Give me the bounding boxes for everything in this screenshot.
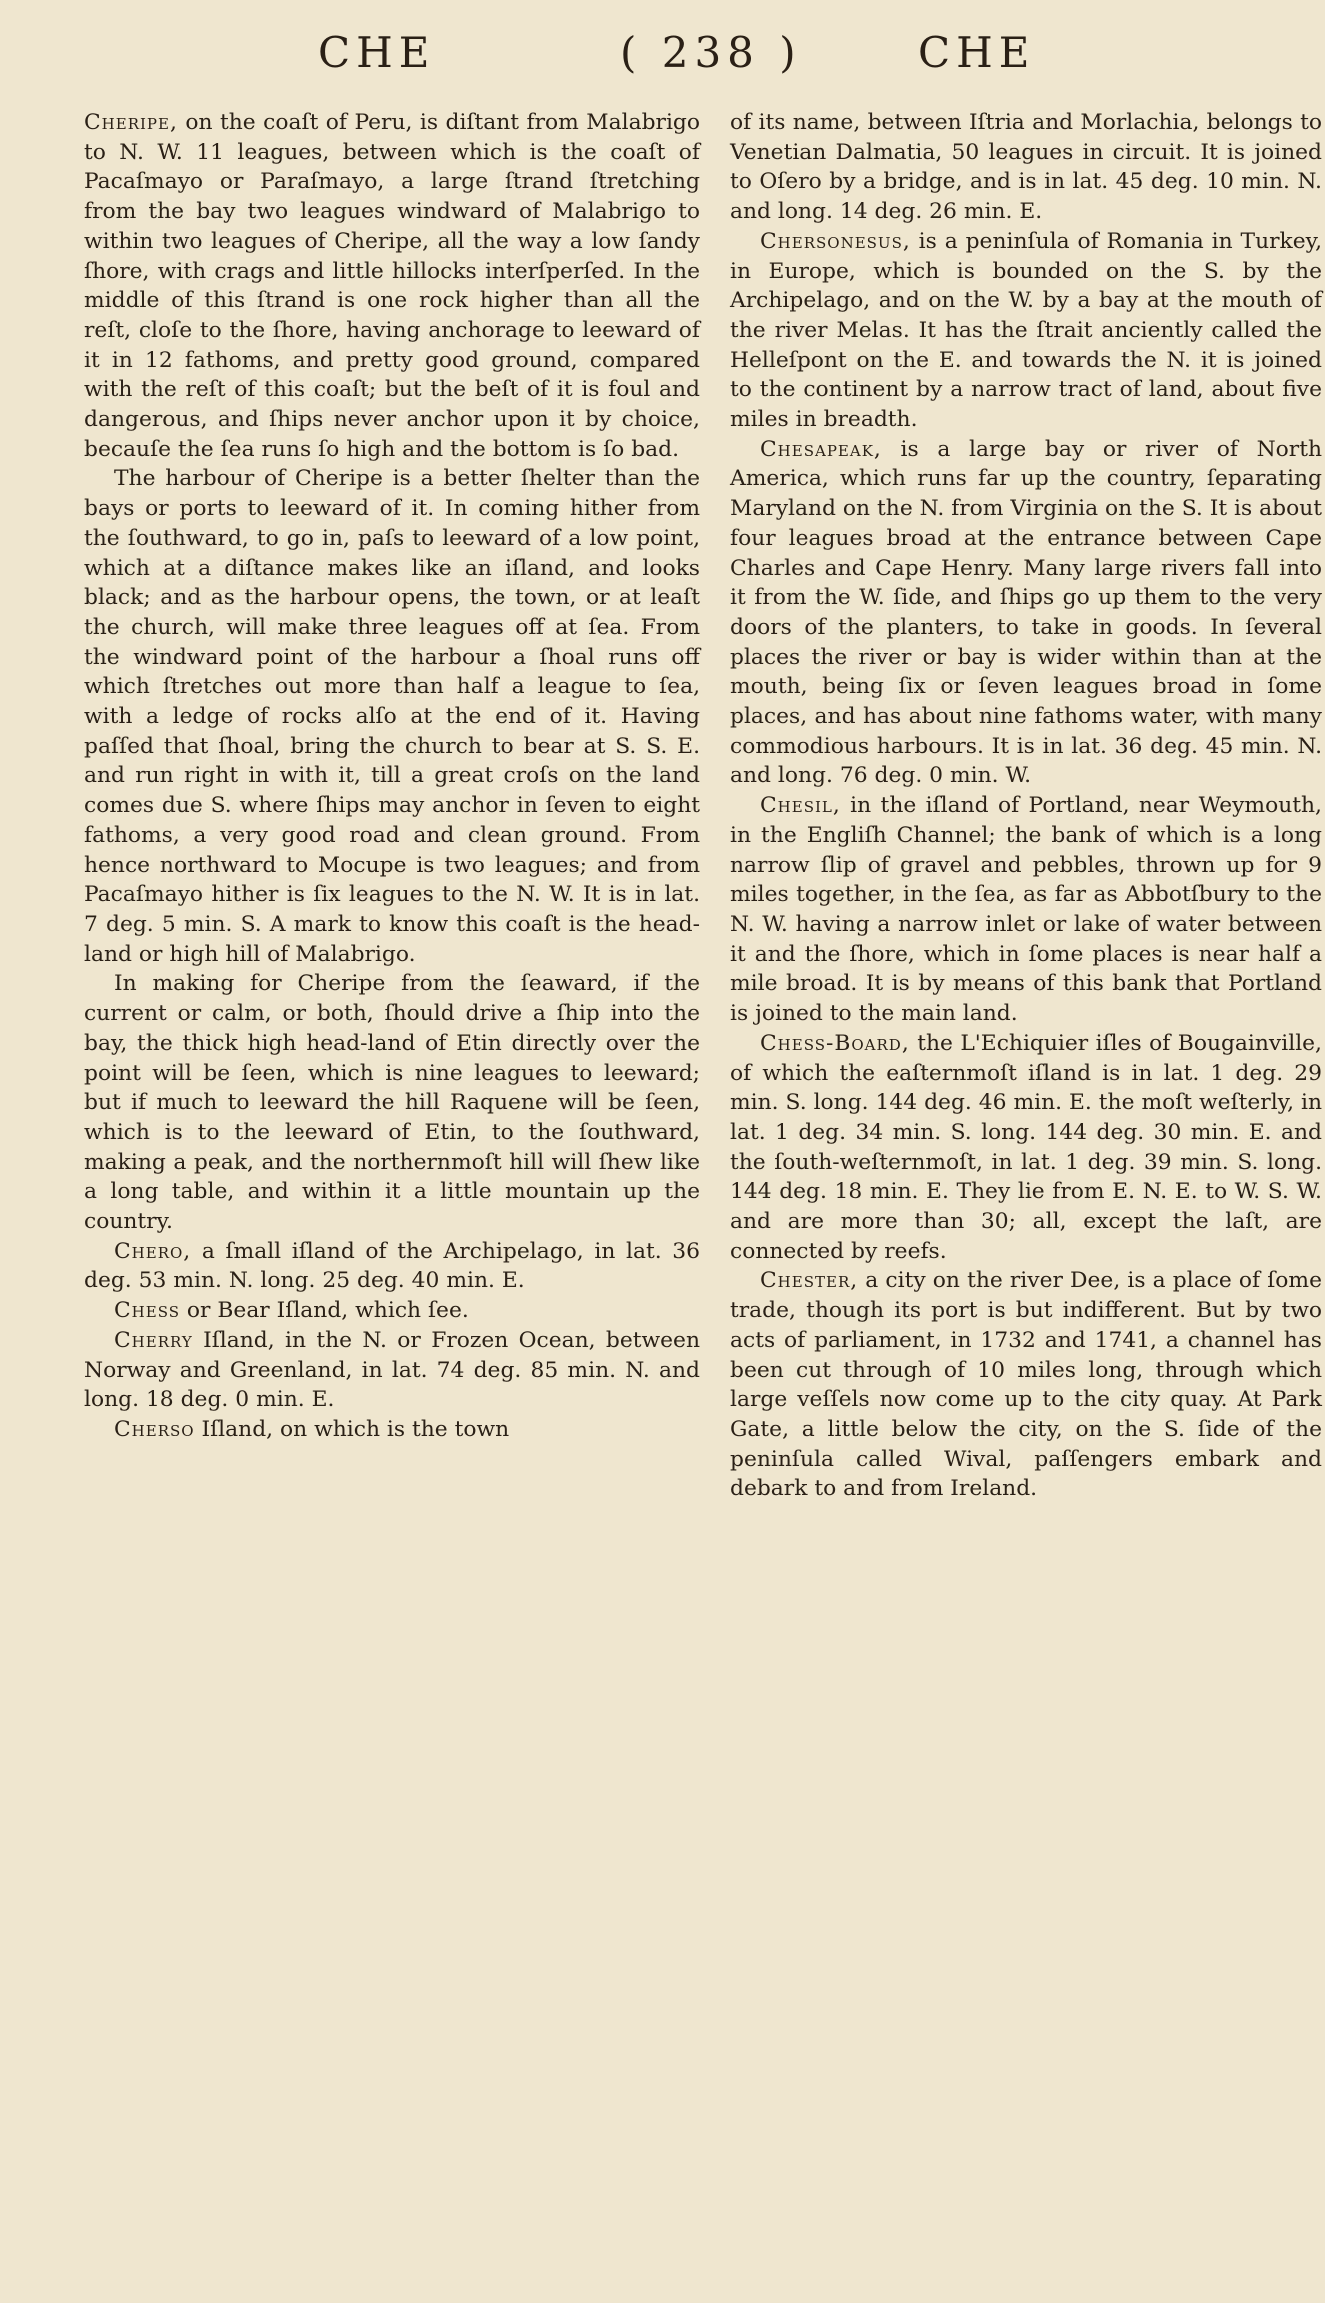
entry-head: Chester,: [760, 1268, 859, 1294]
page-number: ( 238 ): [620, 28, 802, 77]
entry-chess: [84, 1296, 700, 1326]
entry-text: The harbour of Cheripe is a better ſhelter than the bays or ports to leeward of it. In coming hither from the ſouthward, to go in, paſs to leeward of a low point, which at a diſtance makes like an iſland, and looks black; and as the harbour opens, the town, or at leaſt the church, will make three leagues off at ſea. From the windward point of the harbour a ſhoal runs off which ſtretches out more than half a league to ſea, with a ledge of rocks alſo at the end of it. Having paſſed that ſhoal, bring the church to bear at S. S. E. and run right in with it, till a great croſs on the land comes due S. where ſhips may anchor in ſeven to eight fathoms, a very good road and clean ground. From hence northward to Mocupe is two leagues; and from Pacaſmayo hither is ſix leagues to the N. W. It is in lat. 7 deg. 5 min. S. A mark to know this coaſt is the head-land or high hill of Malabrigo.: [84, 466, 700, 967]
entry-text: Iſland, on which is the town: [194, 1416, 510, 1442]
entry-text: is a large bay or river of North America, which runs far up the country, ſeparating Maryland on the N. from Virginia on the S. It is about four leagues broad at the entrance between Cape Charles and Cape Henry. Many large rivers fall into it from the W. ſide, and ſhips go up them to the very doors of the planters, to take in goods. In ſeveral places the river or bay is wider within than at the mouth, being ſix or ſeven leagues broad in ſome places, and has about nine fathoms water, with many commodious harbours. It is in lat. 36 deg. 45 min. N. and long. 76 deg. 0 min. W.: [730, 436, 1322, 789]
entry-head: Chess-Board,: [760, 1030, 910, 1056]
entry-head: Chero,: [114, 1238, 192, 1264]
entry-head: Chesapeak,: [760, 436, 882, 462]
entry-head: Chess: [114, 1298, 180, 1324]
entry-head: Chesil,: [760, 793, 841, 819]
left-column: [84, 108, 700, 1445]
paragraph: [84, 969, 700, 1236]
entry-head: Cheripe,: [84, 110, 178, 135]
entry-text: on the coaſt of Peru, is diſtant from Malabrigo to N. W. 11 leagues, between which is the coaſt of Pacaſmayo or Paraſmayo, a large ſtrand ſtretching from the bay two leagues windward of Malabrigo to within two leagues of Cheripe, all the way a low ſandy ſhore, with crags and little hillocks interſperſed. In the middle of this ſtrand is one rock higher than all the reſt, cloſe to the ſhore, having anchorage to leeward of it in 12 fathoms, and pretty good ground, compared with the reſt of this coaſt; but the beſt of it is foul and dangerous, and ſhips never anchor upon it by choice, becauſe the ſea runs ſo high and the bottom is ſo bad.: [84, 110, 700, 462]
running-header: [0, 28, 1325, 88]
entry-head: Cherso: [114, 1416, 195, 1442]
entry-cherry: [84, 1326, 700, 1415]
entry-head: Chersonesus,: [760, 228, 911, 254]
header-left: CHE: [318, 28, 436, 77]
entry-text: the L'Echiquier iſles of Bougainville, of which the eaſternmoſt iſland is in lat. 1 deg. 29 min. S. long. 144 deg. 46 min. E. the moſt weſterly, in lat. 1 deg. 34 min. S. long. 144 deg. 30 min. E. and the ſouth-weſternmoſt, in lat. 1 deg. 39 min. S. long. 144 deg. 18 min. E. They lie from E. N. E. to W. S. W. and are more than 30; all, except the laſt, are connected by reefs.: [730, 1030, 1322, 1264]
entry-chester: [730, 1266, 1322, 1504]
entry-text: of its name, between Iſtria and Morlachia, belongs to Venetian Dalmatia, 50 leagues in circuit. It is joined to Oſero by a bridge, and is in lat. 45 deg. 10 min. N. and long. 14 deg. 26 min. E.: [730, 110, 1322, 225]
entry-head: Cherry: [114, 1327, 193, 1353]
entry-text: or Bear Iſland, which ſee.: [180, 1298, 469, 1324]
paragraph: [84, 464, 700, 969]
right-column: [730, 108, 1322, 1504]
entry-chero: [84, 1237, 700, 1296]
entry-chersonesus: [730, 227, 1322, 435]
entry-cherso: [84, 1415, 700, 1445]
entry-text: is a peninſula of Romania in Turkey, in Europe, which is bounded on the S. by the Archipelago, and on the W. by a bay at the mouth of the river Melas. It has the ſtrait anciently called the Helleſpont on the E. and towards the N. it is joined to the continent by a narrow tract of land, about five miles in breadth.: [730, 228, 1322, 433]
entry-text: a city on the river Dee, is a place of ſome trade, though its port is but indifferent. But by two acts of parliament, in 1732 and 1741, a channel has been cut through of 10 miles long, through which large veſſels now come up to the city quay. At Park Gate, a little below the city, on the S. ſide of the peninſula called Wival, paſſengers embark and debark to and from Ireland.: [730, 1268, 1322, 1502]
entry-continuation: [730, 108, 1322, 227]
entry-text: In making for Cheripe from the ſeaward, if the current or calm, or both, ſhould drive a ſhip into the bay, the thick high head-land of Etin directly over the point will be ſeen, which is nine leagues to leeward; but if much to leeward the hill Raquene will be ſeen, which is to the leeward of Etin, to the ſouthward, making a peak, and the northernmoſt hill will ſhew like a long table, and within it a little mountain up the country.: [84, 971, 700, 1235]
entry-text: Iſland, in the N. or Frozen Ocean, between Norway and Greenland, in lat. 74 deg. 85 min. N. and long. 18 deg. 0 min. E.: [84, 1327, 700, 1413]
header-right: CHE: [918, 28, 1036, 77]
entry-text: a ſmall iſland of the Archipelago, in lat. 36 deg. 53 min. N. long. 25 deg. 40 min. E.: [84, 1238, 700, 1294]
entry-chess-board: [730, 1029, 1322, 1267]
entry-cheripe: [84, 108, 700, 464]
entry-text: in the iſland of Portland, near Weymouth, in the Engliſh Channel; the bank of which is a long narrow ſlip of gravel and pebbles, thrown up for 9 miles together, in the ſea, as far as Abbotſbury to the N. W. having a narrow inlet or lake of water between it and the ſhore, which in ſome places is near half a mile broad. It is by means of this bank that Portland is joined to the main land.: [730, 793, 1322, 1027]
entry-chesapeak: [730, 435, 1322, 791]
entry-chesil: [730, 791, 1322, 1029]
